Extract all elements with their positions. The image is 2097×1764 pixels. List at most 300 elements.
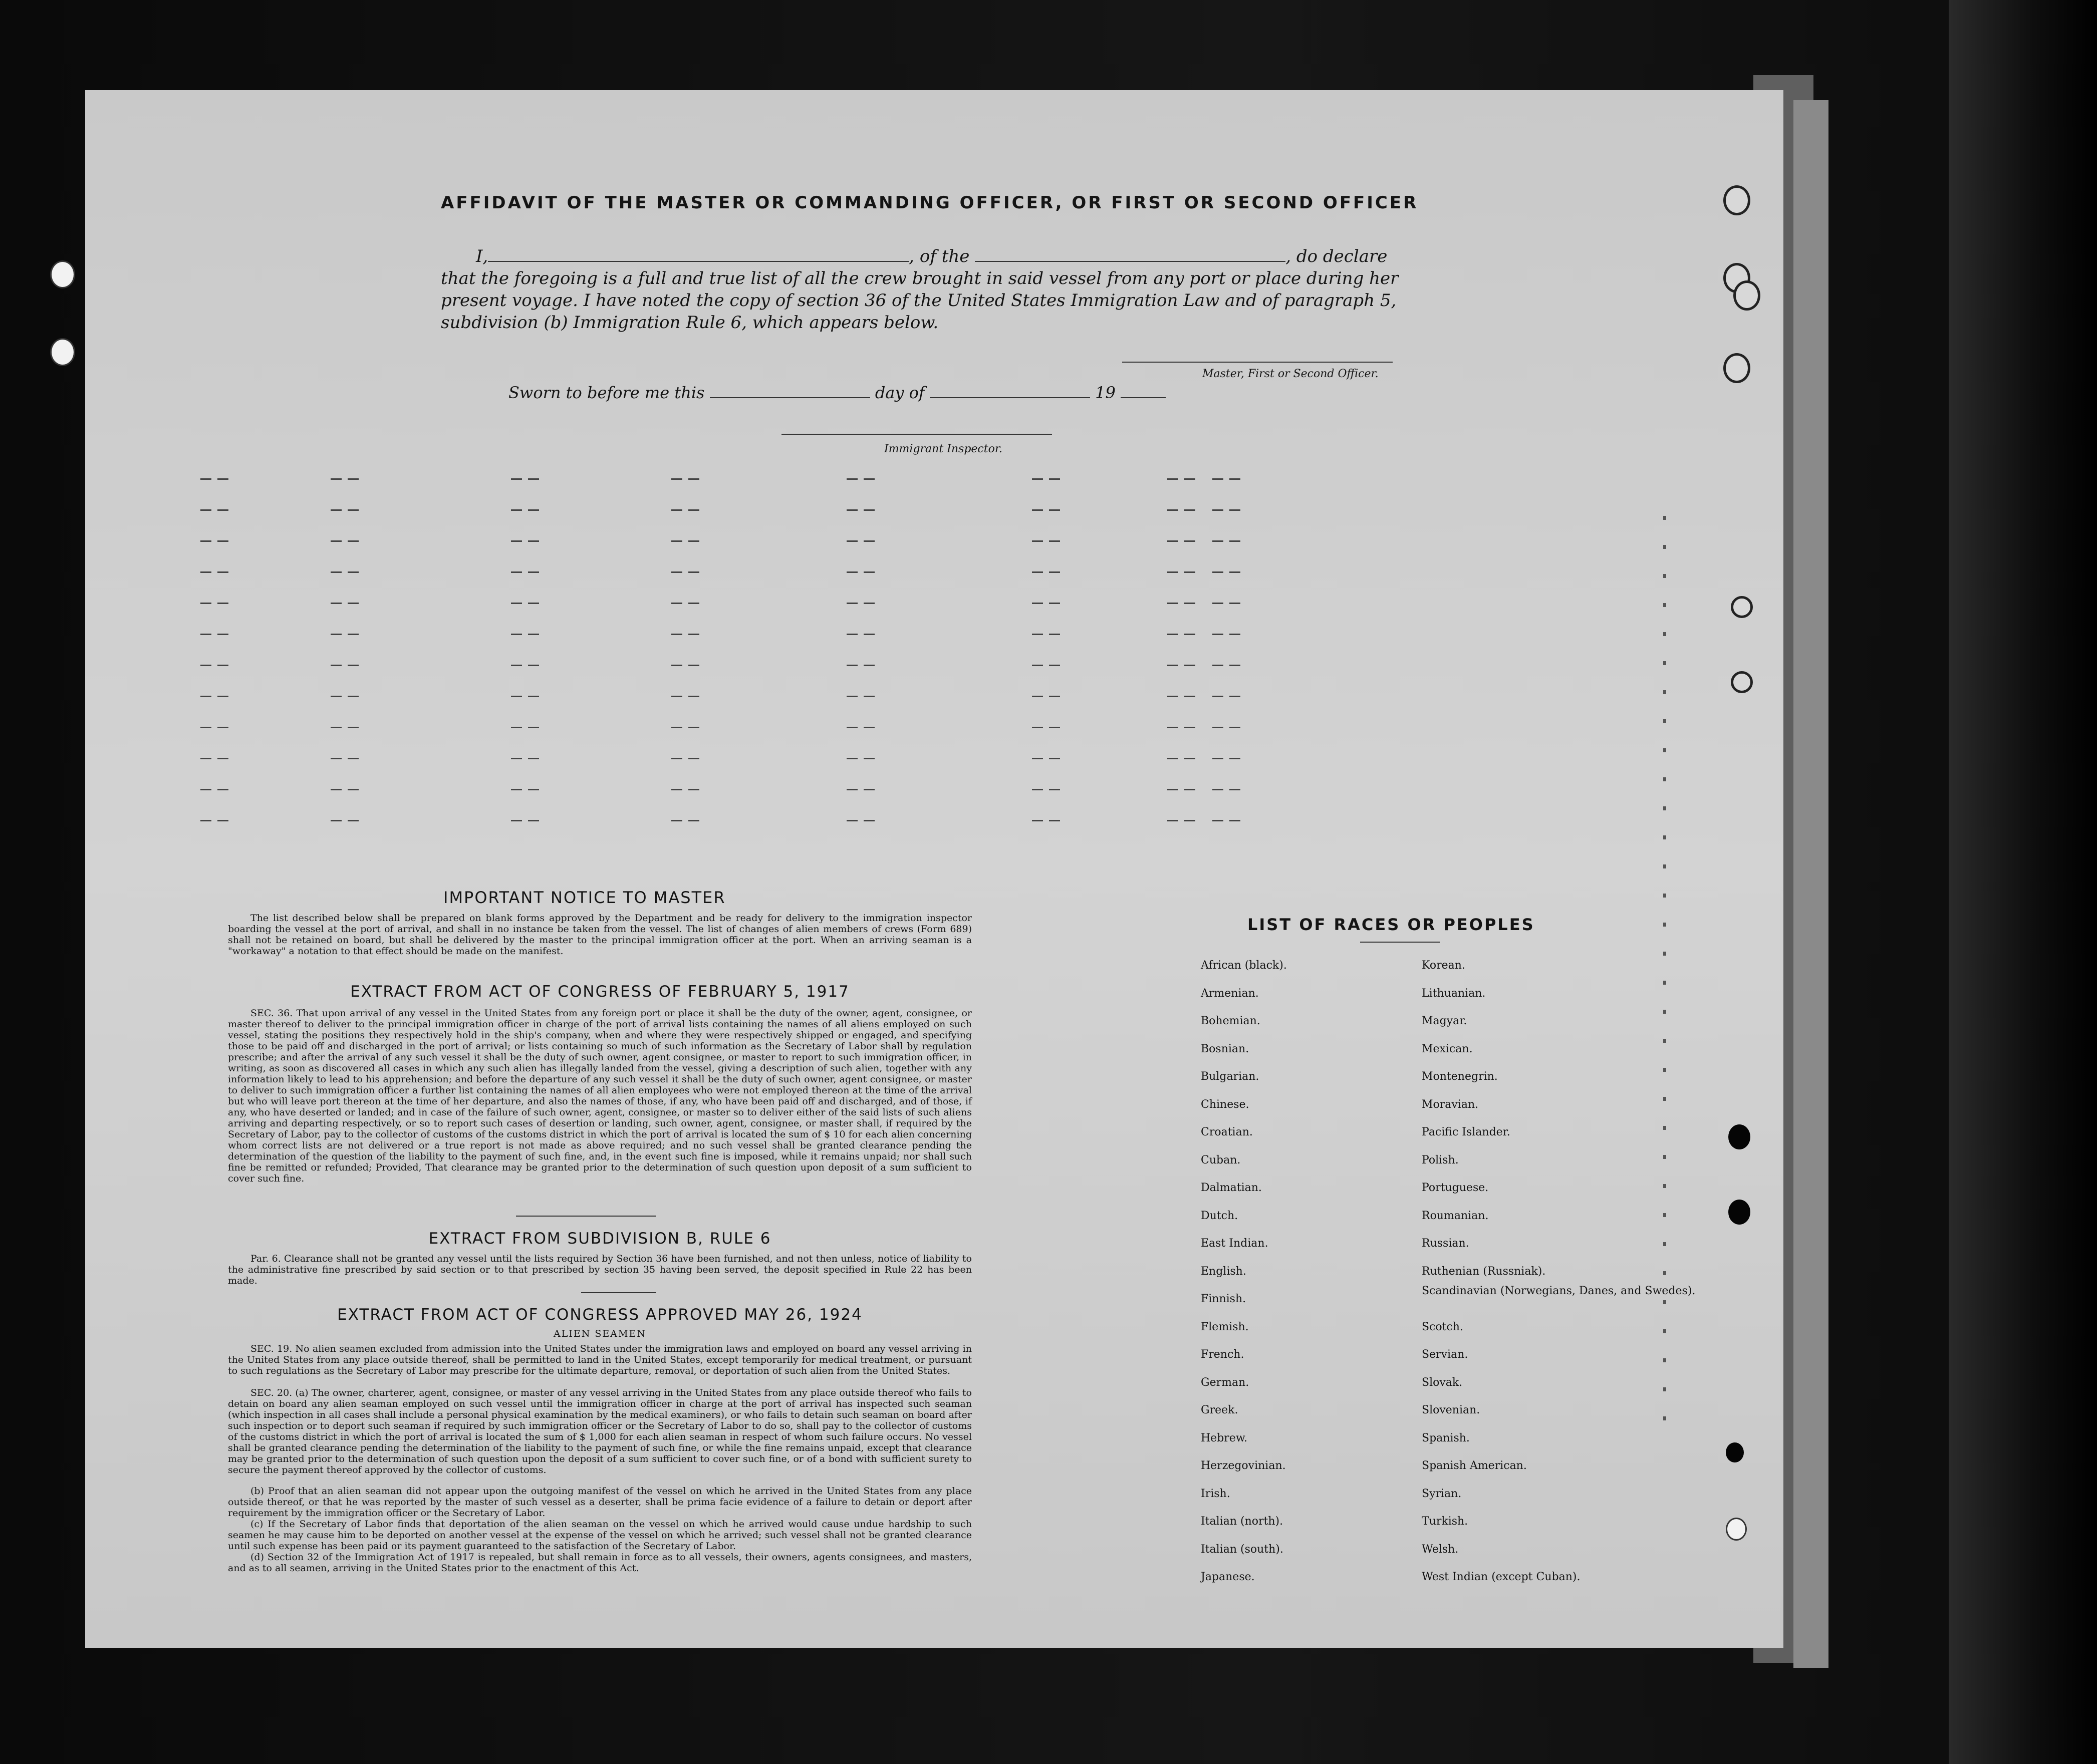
races-left-column	[1201, 952, 1287, 1591]
race-item: Hebrew.	[1201, 1431, 1248, 1444]
ditto-row	[200, 509, 1313, 512]
ditto-mark	[511, 820, 522, 821]
ditto-mark	[1184, 634, 1195, 635]
ditto-mark	[671, 696, 682, 697]
extract-1924-sec20d: (d) Section 32 of the Immigration Act of 1917 is repealed, but shall remain in force as to all vessels, their owners, agents consignees, and masters, and as to all seamen, arriving in the United States prior to the enactment of this Act.	[228, 1552, 972, 1574]
race-item: English.	[1201, 1265, 1246, 1278]
ditto-mark	[671, 571, 682, 573]
extract-1924-sec19: SEC. 19. No alien seamen excluded from admission into the United States under the immigration laws and employed on board any vessel arriving in the United States from any place outside thereof, shall be permitted to land in the United States, except temporarily for medical treatment, or pursuant to such regulations as the Secretary of Labor may prescribe for the ultimate departure, removal, or deportation of such alien from the United States.	[228, 1343, 972, 1376]
affidavit-of-the: , of the	[909, 246, 970, 266]
ditto-mark	[1212, 634, 1223, 635]
race-item: Cuban.	[1201, 1153, 1241, 1166]
sworn-day-label: day of	[875, 383, 925, 402]
ditto-mark	[348, 665, 359, 666]
ditto-mark	[1167, 696, 1178, 697]
ditto-mark	[348, 478, 359, 480]
ditto-mark	[688, 478, 699, 480]
ditto-mark	[1212, 603, 1223, 604]
inspector-signature-line[interactable]	[781, 434, 1052, 435]
race-item: Mexican.	[1422, 1042, 1473, 1055]
ditto-mark	[511, 478, 522, 480]
race-item: West Indian (except Cuban).	[1422, 1571, 1581, 1583]
ditto-mark	[331, 665, 342, 666]
ditto-mark	[511, 727, 522, 728]
ditto-mark	[331, 820, 342, 821]
ditto-mark	[1049, 727, 1060, 728]
ditto-mark	[511, 509, 522, 511]
affidavit-line-3: present voyage. I have noted the copy of section 36 of the United States Immigration Law and of paragraph 5,	[441, 290, 1397, 311]
sworn-text: Sworn to before me this	[508, 383, 705, 402]
extract-1924-title: EXTRACT FROM ACT OF CONGRESS APPROVED MAY 26, 1924	[337, 1306, 863, 1324]
ditto-row	[200, 634, 1313, 637]
race-item: Slovenian.	[1422, 1404, 1480, 1416]
race-item: Slovak.	[1422, 1376, 1463, 1389]
ruling-tick	[1663, 661, 1666, 665]
ditto-mark	[1167, 540, 1178, 542]
ditto-mark	[671, 727, 682, 728]
ditto-mark	[1229, 696, 1240, 697]
ditto-mark	[1184, 509, 1195, 511]
ditto-mark	[528, 540, 539, 542]
ditto-mark	[1032, 820, 1043, 821]
name-blank[interactable]	[488, 249, 909, 262]
ditto-mark	[1049, 603, 1060, 604]
ditto-mark	[348, 758, 359, 759]
ruling-tick	[1663, 545, 1666, 549]
ditto-mark	[847, 540, 858, 542]
extract-rule6-text: Par. 6. Clearance shall not be granted any vessel until the lists required by Section 36 have been furnished, and not then unless, notice of liability to the administrative fine prescribed by said section or to that prescribed by section 35 having been served, the deposit specified in Rule 22 has been made.	[228, 1253, 972, 1286]
race-item: Flemish.	[1201, 1320, 1249, 1333]
ditto-mark	[1184, 603, 1195, 604]
ditto-mark	[528, 603, 539, 604]
ditto-mark	[1212, 571, 1223, 573]
ruling-tick	[1663, 894, 1666, 898]
race-item: Pacific Islander.	[1422, 1126, 1510, 1138]
ditto-mark	[1167, 727, 1178, 728]
ruling-tick	[1663, 574, 1666, 578]
ditto-mark	[1049, 758, 1060, 759]
ditto-mark	[1167, 820, 1178, 821]
ditto-row	[200, 540, 1313, 543]
ditto-mark	[200, 478, 211, 480]
race-item: Syrian.	[1422, 1487, 1462, 1500]
punch-hole	[50, 260, 75, 288]
affidavit-line-2: that the foregoing is a full and true list of all the crew brought in said vessel from any port or place during her	[441, 268, 1399, 288]
ditto-mark	[200, 727, 211, 728]
ditto-mark	[528, 727, 539, 728]
ditto-mark	[864, 509, 875, 511]
race-item: French.	[1201, 1348, 1244, 1361]
ditto-mark	[348, 727, 359, 728]
ditto-mark	[528, 789, 539, 790]
ditto-mark	[331, 758, 342, 759]
ditto-mark	[1032, 727, 1043, 728]
sworn-statement	[508, 383, 1166, 402]
master-signature-caption: Master, First or Second Officer.	[1202, 368, 1379, 380]
race-item: Polish.	[1422, 1153, 1459, 1166]
ditto-mark	[200, 571, 211, 573]
ditto-mark	[864, 758, 875, 759]
ditto-mark	[331, 789, 342, 790]
ditto-mark	[331, 727, 342, 728]
ditto-row	[200, 478, 1313, 481]
ditto-mark	[528, 634, 539, 635]
ditto-mark	[217, 789, 228, 790]
ditto-mark	[1212, 509, 1223, 511]
ditto-mark	[1184, 758, 1195, 759]
race-item: Moravian.	[1422, 1098, 1479, 1111]
race-item: Roumanian.	[1422, 1209, 1489, 1222]
inspector-caption: Immigrant Inspector.	[884, 443, 1002, 455]
affidavit-declare: , do declare	[1285, 246, 1388, 266]
race-item: Welsh.	[1422, 1543, 1459, 1556]
affidavit-i: I,	[476, 246, 488, 266]
ruling-tick	[1663, 690, 1666, 694]
sworn-date-blank[interactable]	[710, 385, 870, 398]
ditto-row	[200, 820, 1313, 823]
ditto-mark	[348, 696, 359, 697]
ditto-mark	[1212, 789, 1223, 790]
race-item: Scandinavian (Norwegians, Danes, and Swedes).	[1422, 1285, 1696, 1297]
race-item: Herzegovinian.	[1201, 1459, 1286, 1472]
race-item: Spanish.	[1422, 1431, 1470, 1444]
ditto-mark	[688, 727, 699, 728]
ditto-mark	[217, 696, 228, 697]
extract-1924-sec20b: (b) Proof that an alien seaman did not appear upon the outgoing manifest of the vessel on which he arrived in the United States from any place outside thereof, or that he was reported by the master of such vessel as a deserter, shall be prima facie evidence of a failure to detain or deport after requirement by the immigration officer or the Secretary of Labor.	[228, 1486, 972, 1519]
race-item: Montenegrin.	[1422, 1070, 1498, 1083]
ditto-mark	[864, 727, 875, 728]
ruling-tick	[1663, 806, 1666, 810]
ditto-mark	[217, 634, 228, 635]
ditto-mark	[847, 665, 858, 666]
ditto-mark	[864, 571, 875, 573]
ditto-mark	[847, 571, 858, 573]
race-item: Irish.	[1201, 1487, 1230, 1500]
race-item: Japanese.	[1201, 1571, 1255, 1583]
ditto-mark	[1229, 571, 1240, 573]
ditto-mark	[511, 603, 522, 604]
ditto-mark	[1032, 603, 1043, 604]
race-item: Portuguese.	[1422, 1182, 1489, 1194]
ditto-mark	[348, 603, 359, 604]
extract-1924-sec20c: (c) If the Secretary of Labor finds that deportation of the alien seaman on the vessel on which he arrived would cause undue hardship to such seamen he may cause him to be deported on another vessel at the expense of the vessel on which he arrived; such vessel shall not be granted clearance until such expense has been paid or its payment guaranteed to the satisfaction of the Secretary of Labor.	[228, 1519, 972, 1552]
underlying-sheet-edge	[1793, 100, 1828, 1668]
ditto-mark	[217, 603, 228, 604]
ditto-mark	[864, 665, 875, 666]
ditto-mark	[1184, 696, 1195, 697]
ditto-mark	[528, 696, 539, 697]
ditto-mark	[511, 758, 522, 759]
ditto-mark	[671, 789, 682, 790]
ditto-mark	[671, 603, 682, 604]
ruling-tick	[1663, 748, 1666, 752]
ditto-mark	[1049, 789, 1060, 790]
notice-title: IMPORTANT NOTICE TO MASTER	[443, 888, 726, 907]
ditto-mark	[200, 540, 211, 542]
ditto-mark	[688, 758, 699, 759]
ditto-mark	[528, 478, 539, 480]
ditto-mark	[348, 634, 359, 635]
ditto-mark	[847, 789, 858, 790]
ditto-mark	[1184, 727, 1195, 728]
ditto-mark	[217, 540, 228, 542]
ditto-mark	[847, 727, 858, 728]
punch-hole	[1728, 1124, 1750, 1149]
ditto-mark	[200, 789, 211, 790]
ditto-mark	[1229, 509, 1240, 511]
ditto-mark	[1032, 634, 1043, 635]
ditto-mark	[864, 820, 875, 821]
ditto-mark	[1229, 727, 1240, 728]
ditto-mark	[348, 509, 359, 511]
ruling-tick	[1663, 603, 1666, 607]
extract-1917-text: SEC. 36. That upon arrival of any vessel in the United States from any foreign port or place it shall be the duty of the owner, agent, consignee, or master thereof to deliver to the principal immigration officer in charge of the port of arrival lists containing the names of all aliens employed on such vessel, stating the positions they respectively hold in the ship's company, when and where they were respectively shipped or engaged, and specifying those to be paid off and discharged in the port of arrival; or lists containing so much of such information as the Secretary of Labor shall by regulation prescribe; and after the arrival of any such vessel it shall be the duty of such owner, agent consignee, or master to report to such immigration officer, in writing, as soon as discovered all cases in which any such alien has illegally landed from the vessel, giving a description of such alien, together with any information likely to lead to his apprehension; and before the departure of any such vessel it shall be the duty of such owner, agent consignee, or master to deliver to such immigration officer a further list containing the names of all alien employees who were not employed thereon at the time of the arrival but who will leave port thereon at the time of her departure, and also the names of those, if any, who have been paid off and discharged, and of those, if any, who have deserted or landed; and in case of the failure of such owner, agent, consignee, or master so to deliver either of the said lists of such aliens arriving and departing respectively, or so to report such cases of desertion or landing, such owner, agent, consignee, or master shall, if required by the Secretary of Labor, pay to the collector of customs of the customs district in which the port of arrival is located the sum of $ 10 for each alien concerning whom correct lists are not delivered or a true report is not made as above required; and no such vessel shall be granted clearance pending the determination of the question of the liability to the payment of such fine, and, in the event such fine is imposed, while it remains unpaid; nor shall such fine be remitted or refunded; Provided, That clearance may be granted prior to the determination of such question upon deposit of a sum sufficient to cover such fine.	[228, 1008, 972, 1184]
ditto-mark	[528, 509, 539, 511]
punch-hole	[50, 338, 75, 366]
vessel-blank[interactable]	[975, 249, 1285, 262]
ditto-mark	[1049, 478, 1060, 480]
ditto-mark	[671, 665, 682, 666]
ruling-tick	[1663, 864, 1666, 868]
ruling-tick	[1663, 835, 1666, 839]
race-item: Servian.	[1422, 1348, 1468, 1361]
ditto-mark	[200, 758, 211, 759]
ditto-mark	[348, 789, 359, 790]
ditto-mark	[331, 696, 342, 697]
race-item: Magyar.	[1422, 1015, 1467, 1027]
ditto-mark	[688, 540, 699, 542]
ditto-row	[200, 571, 1313, 574]
race-item: Dutch.	[1201, 1209, 1238, 1222]
ditto-mark	[217, 509, 228, 511]
ditto-mark	[511, 789, 522, 790]
ditto-mark	[1229, 758, 1240, 759]
ditto-mark	[1032, 571, 1043, 573]
ditto-mark	[1184, 540, 1195, 542]
punch-hole	[1731, 671, 1753, 693]
race-item: Dalmatian.	[1201, 1182, 1262, 1194]
ditto-mark	[1167, 665, 1178, 666]
punch-hole	[1723, 353, 1750, 383]
ditto-mark	[217, 665, 228, 666]
race-item: Bohemian.	[1201, 1015, 1260, 1027]
ditto-mark	[1229, 478, 1240, 480]
ditto-mark	[688, 509, 699, 511]
ditto-mark	[217, 571, 228, 573]
ditto-mark	[331, 478, 342, 480]
race-item: Greek.	[1201, 1404, 1238, 1416]
sworn-month-blank[interactable]	[930, 385, 1090, 398]
ditto-mark	[688, 571, 699, 573]
race-item: Russian.	[1422, 1237, 1469, 1250]
ditto-mark	[847, 696, 858, 697]
sworn-year-blank[interactable]	[1121, 385, 1166, 398]
ruling-tick	[1663, 516, 1666, 520]
ditto-mark	[1212, 727, 1223, 728]
section-divider	[581, 1292, 656, 1293]
punch-hole	[1728, 1200, 1750, 1225]
ditto-mark	[348, 540, 359, 542]
ditto-mark	[847, 478, 858, 480]
ditto-mark	[1049, 634, 1060, 635]
ditto-mark	[671, 634, 682, 635]
ditto-row	[200, 696, 1313, 699]
ditto-mark	[671, 478, 682, 480]
ditto-mark	[1032, 758, 1043, 759]
race-item: Armenian.	[1201, 987, 1259, 1000]
race-item: German.	[1201, 1376, 1249, 1389]
ditto-mark	[217, 727, 228, 728]
ditto-mark	[1032, 789, 1043, 790]
ditto-mark	[1229, 634, 1240, 635]
ruling-tick	[1663, 923, 1666, 927]
ditto-mark	[864, 603, 875, 604]
ditto-row	[200, 603, 1313, 606]
ditto-mark	[1167, 789, 1178, 790]
ditto-mark	[1167, 634, 1178, 635]
ditto-mark	[671, 820, 682, 821]
ditto-mark	[1167, 571, 1178, 573]
ditto-mark	[847, 634, 858, 635]
ditto-marks-area	[200, 478, 1313, 879]
ditto-mark	[847, 820, 858, 821]
ditto-mark	[864, 478, 875, 480]
sworn-year-label: 19	[1095, 383, 1116, 402]
race-item: African (black).	[1201, 959, 1287, 972]
ditto-mark	[1167, 478, 1178, 480]
ditto-row	[200, 727, 1313, 730]
scan-right-edge	[1949, 0, 2097, 1764]
races-title-underline	[1360, 942, 1440, 943]
ditto-mark	[331, 540, 342, 542]
ditto-mark	[688, 634, 699, 635]
ditto-row	[200, 758, 1313, 761]
ditto-mark	[688, 603, 699, 604]
race-item: Turkish.	[1422, 1515, 1468, 1528]
punch-hole	[1726, 1442, 1744, 1462]
notice-text: The list described below shall be prepared on blank forms approved by the Department and be ready for delivery to the immigration inspector boarding the vessel at the port of arrival, and shall in no instance be taken from the vessel. The list of changes of alien members of crews (Form 689) shall not be retained on board, but shall be delivered by the master to the principal immigration officer at the port. When an arriving seaman is a "workaway" a notation to that effect should be made on the manifest.	[228, 913, 972, 957]
race-item: Italian (south).	[1201, 1543, 1283, 1556]
ditto-mark	[1032, 665, 1043, 666]
ditto-mark	[200, 665, 211, 666]
race-item: Scotch.	[1422, 1320, 1463, 1333]
ruling-tick	[1663, 632, 1666, 636]
ditto-mark	[331, 571, 342, 573]
ditto-mark	[1049, 571, 1060, 573]
ditto-mark	[1167, 758, 1178, 759]
races-right-column	[1422, 952, 1695, 1591]
ditto-mark	[200, 634, 211, 635]
ditto-mark	[688, 820, 699, 821]
ditto-row	[200, 789, 1313, 792]
ditto-mark	[1184, 665, 1195, 666]
ditto-mark	[348, 571, 359, 573]
punch-hole	[1723, 185, 1750, 215]
punch-hole	[1733, 280, 1760, 311]
ditto-mark	[1032, 696, 1043, 697]
ditto-mark	[864, 540, 875, 542]
ditto-mark	[1032, 540, 1043, 542]
ditto-mark	[331, 509, 342, 511]
ditto-mark	[528, 758, 539, 759]
extract-1924-sec20a: SEC. 20. (a) The owner, charterer, agent, consignee, or master of any vessel arriving in the United States from any place outside thereof who fails to detain on board any alien seaman employed on such vessel until the immigration officer in charge at the port of arrival has inspected such seaman (which inspection in all cases shall include a personal physical examination by the medical examiners), or who fails to detain such seaman on board after such inspection or to deport such seaman if required by such immigration officer or the Secretary of Labor to do so, shall pay to the collector of customs of the customs district in which the port of arrival is located the sum of $ 1,000 for each alien seaman in respect of whom such failure occurs. No vessel shall be granted clearance pending the determination of the liability to the payment of such fine, or while the fine remains unpaid, except that clearance may be granted prior to the determination of such question upon the deposit of a sum sufficient to cover such fine, or of a bond with sufficient surety to secure the payment thereof approved by the collector of customs.	[228, 1387, 972, 1476]
ditto-mark	[671, 509, 682, 511]
ditto-mark	[1229, 665, 1240, 666]
ditto-mark	[200, 820, 211, 821]
ditto-mark	[688, 665, 699, 666]
ditto-mark	[688, 789, 699, 790]
ditto-mark	[688, 696, 699, 697]
ditto-mark	[511, 665, 522, 666]
ditto-mark	[1049, 665, 1060, 666]
master-signature-line[interactable]	[1122, 362, 1393, 363]
ditto-mark	[511, 634, 522, 635]
ditto-mark	[1049, 820, 1060, 821]
race-item: Ruthenian (Russniak).	[1422, 1265, 1546, 1278]
ditto-mark	[528, 820, 539, 821]
ditto-mark	[1212, 820, 1223, 821]
ditto-mark	[847, 509, 858, 511]
race-item: Korean.	[1422, 959, 1465, 972]
ditto-mark	[528, 571, 539, 573]
ditto-mark	[331, 634, 342, 635]
ditto-mark	[217, 478, 228, 480]
ditto-mark	[1184, 789, 1195, 790]
ditto-mark	[1212, 665, 1223, 666]
ditto-mark	[1032, 478, 1043, 480]
ditto-mark	[217, 820, 228, 821]
ditto-mark	[847, 603, 858, 604]
ditto-mark	[1167, 603, 1178, 604]
ditto-mark	[200, 603, 211, 604]
ditto-mark	[1032, 509, 1043, 511]
ditto-mark	[1212, 758, 1223, 759]
race-item: Finnish.	[1201, 1293, 1246, 1305]
ditto-mark	[671, 540, 682, 542]
race-item: Bulgarian.	[1201, 1070, 1259, 1083]
ditto-mark	[1184, 820, 1195, 821]
extract-1924-subtitle: ALIEN SEAMEN	[554, 1328, 646, 1339]
extract-rule6-title: EXTRACT FROM SUBDIVISION B, RULE 6	[428, 1230, 771, 1248]
affidavit-text	[441, 245, 1403, 334]
ditto-mark	[200, 696, 211, 697]
ditto-mark	[1049, 509, 1060, 511]
race-item: East Indian.	[1201, 1237, 1268, 1250]
races-list-title: LIST OF RACES OR PEOPLES	[1247, 915, 1535, 934]
ruling-tick	[1663, 719, 1666, 723]
extract-1917-title: EXTRACT FROM ACT OF CONGRESS OF FEBRUARY 5, 1917	[350, 983, 850, 1001]
ditto-mark	[864, 696, 875, 697]
ditto-mark	[1049, 540, 1060, 542]
ditto-mark	[331, 603, 342, 604]
punch-hole	[1731, 596, 1753, 618]
punch-hole	[1726, 1518, 1747, 1541]
ditto-mark	[348, 820, 359, 821]
ditto-mark	[1229, 789, 1240, 790]
race-item: Lithuanian.	[1422, 987, 1486, 1000]
ditto-mark	[511, 571, 522, 573]
section-divider	[516, 1216, 656, 1217]
race-item: Bosnian.	[1201, 1042, 1249, 1055]
ditto-mark	[864, 634, 875, 635]
ditto-mark	[217, 758, 228, 759]
ditto-mark	[200, 509, 211, 511]
ditto-mark	[864, 789, 875, 790]
affidavit-line-4: subdivision (b) Immigration Rule 6, which appears below.	[441, 313, 939, 333]
ditto-mark	[1212, 540, 1223, 542]
ditto-mark	[528, 665, 539, 666]
ditto-mark	[1212, 478, 1223, 480]
